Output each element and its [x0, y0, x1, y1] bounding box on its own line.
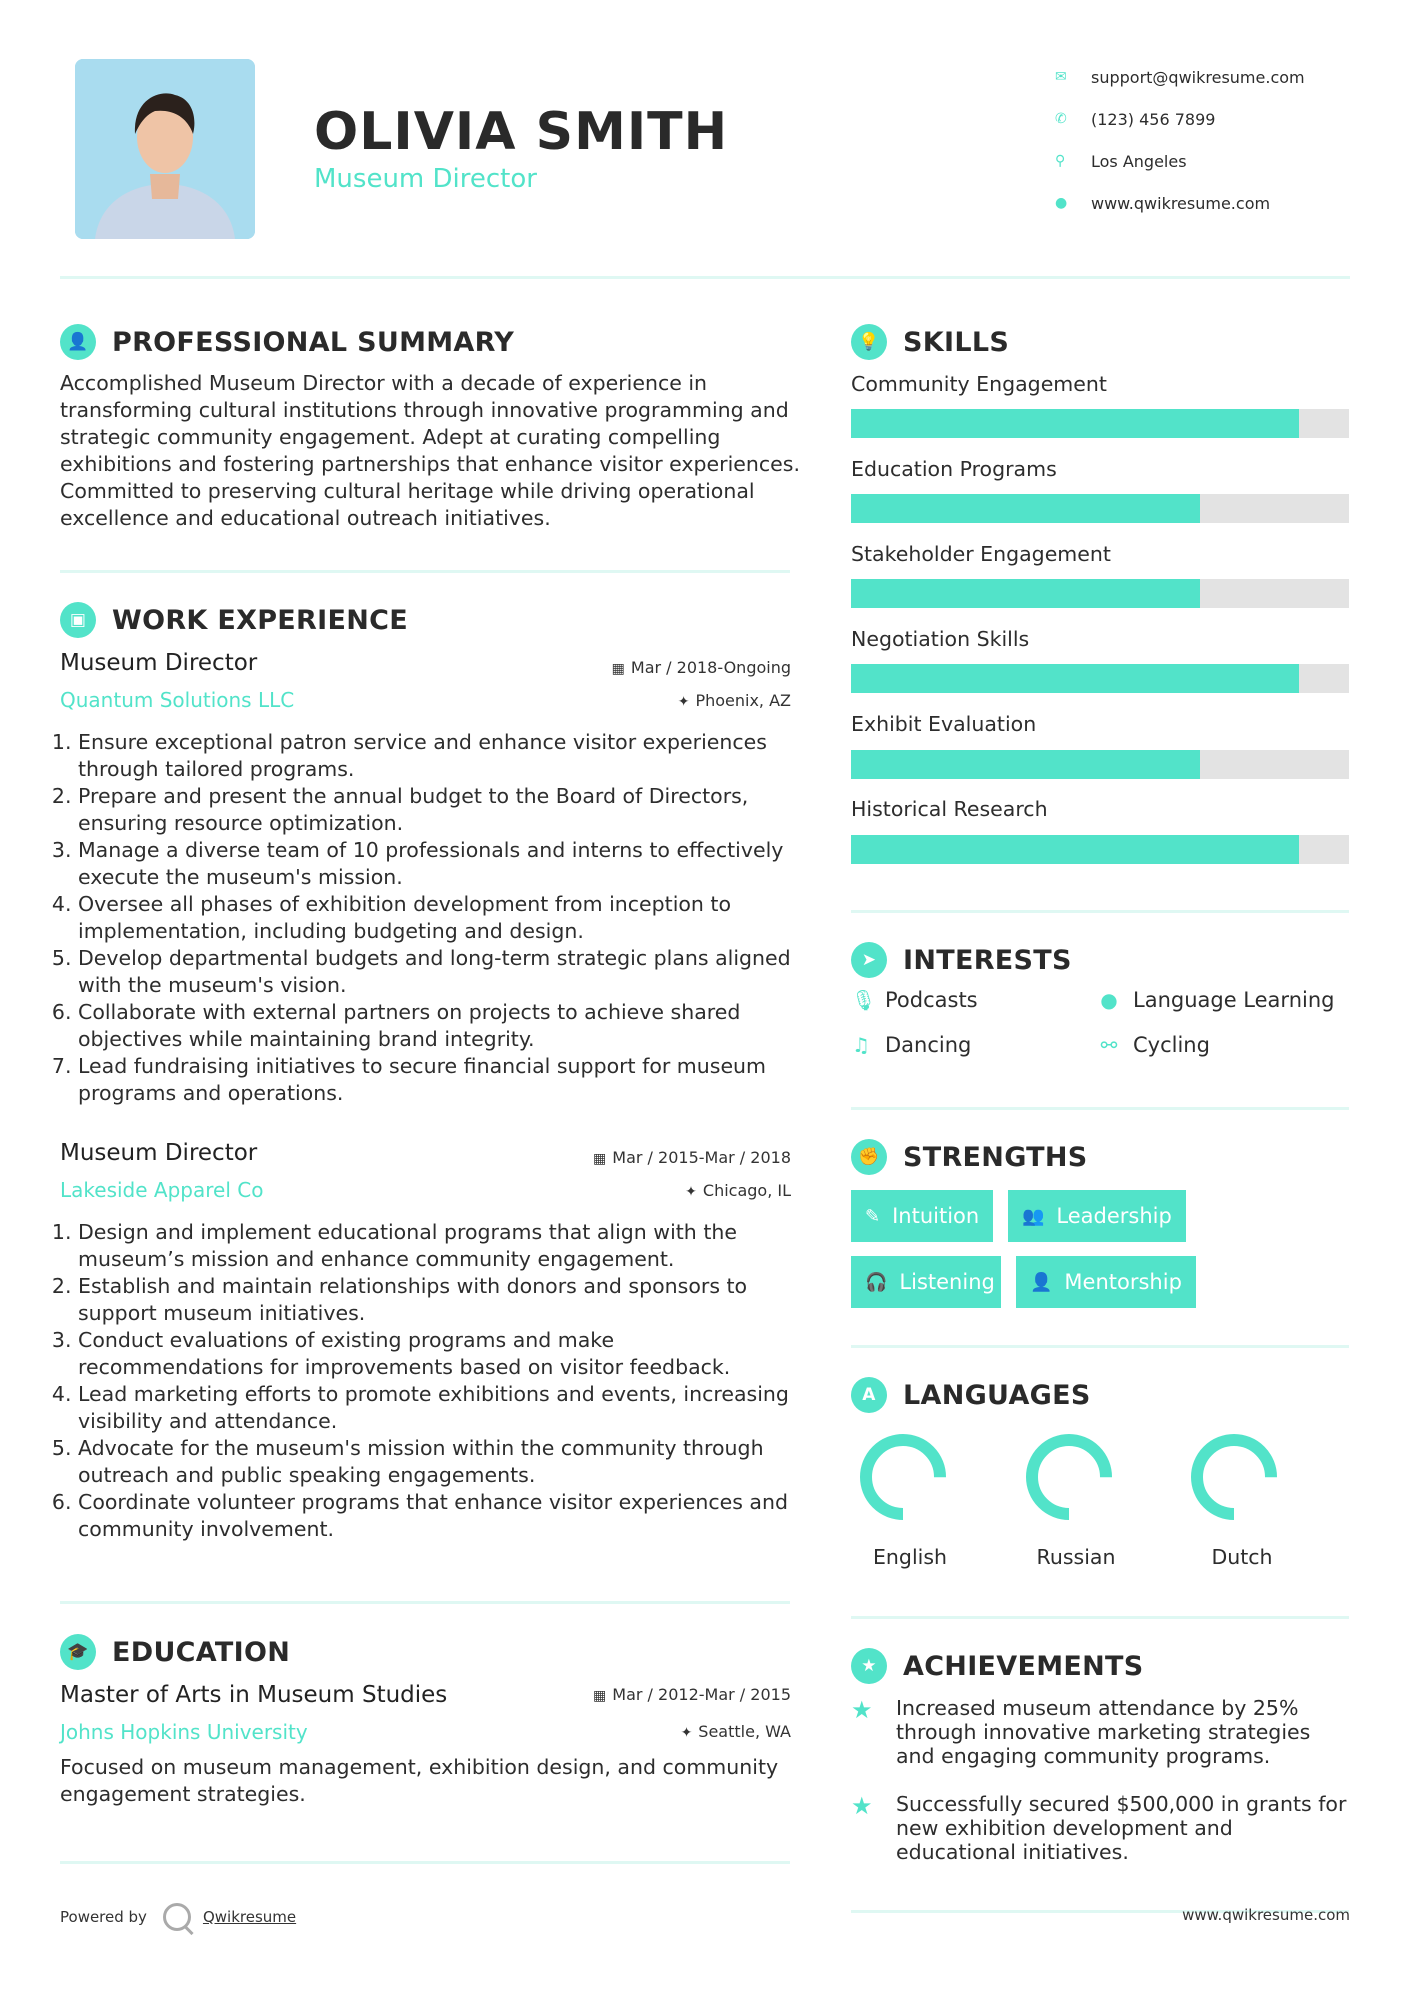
interest-item: ♫ Dancing	[852, 1033, 972, 1057]
list-item: 1. Design and implement educational programs that align with the museum’s mission and enhance community engagement.	[78, 1219, 795, 1273]
skill-bar	[851, 579, 1349, 608]
strengths-divider	[851, 1345, 1349, 1348]
user-plus-icon: 👤	[1030, 1271, 1053, 1293]
interest-item: ● Language Learning	[1100, 988, 1335, 1012]
footer-url[interactable]: www.qwikresume.com	[1182, 1906, 1350, 1924]
summary-text: Accomplished Museum Director with a decade of experience in transforming cultural institutions through innovative programming and strategic community engagement. Adept at curating compelling exhibitions and fostering partnerships that enhance visitor experiences. Committed to preserving cultural heritage while driving operational excellence and educational outreach initiatives.	[60, 371, 800, 530]
list-item: 1. Ensure exceptional patron service and enhance visitor experiences through tailored programs.	[78, 729, 795, 783]
job-dates: ▦ Mar / 2015-Mar / 2018	[593, 1148, 791, 1167]
skill-label: Community Engagement	[851, 372, 1107, 396]
language-icon: A	[851, 1377, 887, 1413]
strength-chip: 👥 Leadership	[1008, 1190, 1186, 1242]
achievement-item: ★ Successfully secured $500,000 in grants for new exhibition development and educational initiatives.	[851, 1792, 1347, 1864]
star-icon: ★	[851, 1696, 873, 1724]
interests-heading: ➤ INTERESTS	[851, 942, 1072, 978]
list-item: 2. Prepare and present the annual budget to the Board of Directors, ensuring resource optimization.	[78, 783, 795, 837]
skill-label: Stakeholder Engagement	[851, 542, 1111, 566]
strength-chip: 🎧 Listening	[851, 1256, 1001, 1308]
skills-heading: 💡 SKILLS	[851, 324, 1009, 360]
skill-label: Negotiation Skills	[851, 627, 1030, 651]
list-item: 4. Oversee all phases of exhibition development from inception to implementation, including budgeting and design.	[78, 891, 795, 945]
degree-title: Master of Arts in Museum Studies	[60, 1682, 448, 1708]
pin-icon: ✦	[680, 1725, 693, 1741]
language-ring-arc	[1197, 1440, 1271, 1514]
list-item: 3. Conduct evaluations of existing programs and make recommendations for improvements based on visitor feedback.	[78, 1327, 795, 1381]
skill-fill	[851, 409, 1299, 438]
job-location: ✦ Chicago, IL	[685, 1181, 791, 1200]
skill-bar	[851, 409, 1349, 438]
list-item: 5. Develop departmental budgets and long-term strategic plans aligned with the museum's vision.	[78, 945, 795, 999]
language-ring-arc	[1032, 1440, 1106, 1514]
skill-bar	[851, 750, 1349, 779]
achievements-heading: ★ ACHIEVEMENTS	[851, 1648, 1144, 1684]
graduation-icon: 🎓	[60, 1634, 96, 1670]
contact-list	[1055, 56, 1355, 224]
bicycle-icon: ⚯	[1100, 1033, 1118, 1057]
education-description: Focused on museum management, exhibition design, and community engagement strategies.	[60, 1755, 779, 1806]
list-item: 6. Collaborate with external partners on projects to achieve shared objectives while maintaining brand integrity.	[78, 999, 795, 1053]
list-item: 5. Advocate for the museum's mission within the community through outreach and public speaking engagements.	[78, 1435, 795, 1489]
contact-email[interactable]: ✉ support@qwikresume.com	[1055, 67, 1305, 87]
skill-label: Exhibit Evaluation	[851, 712, 1037, 736]
list-item: 4. Lead marketing efforts to promote exhibitions and events, increasing visibility and attendance.	[78, 1381, 795, 1435]
job-bullets	[60, 729, 795, 1107]
experience-divider	[60, 1601, 790, 1604]
job-bullets	[60, 1219, 795, 1543]
language-ring	[858, 1432, 948, 1522]
profile-photo	[75, 59, 255, 239]
location-icon: ⚲	[1055, 153, 1066, 169]
contact-website[interactable]: ● www.qwikresume.com	[1055, 193, 1271, 213]
strength-chip: 👤 Mentorship	[1016, 1256, 1196, 1308]
summary-divider	[60, 570, 790, 573]
lightbulb-icon: 💡	[851, 324, 887, 360]
interests-divider	[851, 1107, 1349, 1110]
skill-fill	[851, 750, 1200, 779]
user-icon: 👤	[60, 324, 96, 360]
languages-divider	[851, 1616, 1349, 1619]
star-icon: ★	[851, 1648, 887, 1684]
contact-phone[interactable]: ✆ (123) 456 7899	[1055, 109, 1216, 129]
language-ring	[1189, 1432, 1279, 1522]
header-divider	[60, 276, 1350, 279]
phone-icon: ✆	[1055, 111, 1067, 127]
job-title: Museum Director	[60, 650, 258, 676]
microphone-icon: 🎙	[851, 988, 877, 1012]
experience-heading: ▣ WORK EXPERIENCE	[60, 602, 408, 638]
language-label: English	[872, 1545, 948, 1569]
skill-label: Historical Research	[851, 797, 1048, 821]
qwikresume-logo-icon	[163, 1903, 191, 1931]
language-label: Russian	[1036, 1545, 1116, 1569]
skills-divider	[851, 910, 1349, 913]
achievement-item: ★ Increased museum attendance by 25% through innovative marketing strategies and engaging community programs.	[851, 1696, 1311, 1768]
users-icon: 👥	[1022, 1205, 1045, 1227]
skill-bar	[851, 664, 1349, 693]
footer-brand-link[interactable]: Qwikresume	[202, 1908, 297, 1926]
skill-bar	[851, 835, 1349, 864]
interest-item: 🎙 Podcasts	[851, 988, 978, 1012]
footer-powered-by: Powered by Qwikresume	[60, 1903, 296, 1931]
pin-icon: ✦	[685, 1184, 697, 1200]
skill-label: Education Programs	[851, 457, 1057, 481]
pin-icon: ✦	[677, 694, 690, 710]
music-icon: ♫	[852, 1033, 870, 1057]
school-name: Johns Hopkins University	[60, 1720, 308, 1744]
calendar-icon: ▦	[611, 661, 625, 677]
languages-heading: A LANGUAGES	[851, 1377, 1091, 1413]
language-label: Dutch	[1211, 1545, 1273, 1569]
skill-fill	[851, 835, 1299, 864]
briefcase-icon: ▣	[60, 602, 96, 638]
job-location: ✦ Phoenix, AZ	[677, 691, 791, 710]
job-company: Quantum Solutions LLC	[60, 688, 295, 712]
globe-icon: ●	[1055, 195, 1068, 211]
send-icon: ➤	[851, 942, 887, 978]
magic-wand-icon: ✎	[865, 1205, 881, 1227]
education-heading: 🎓 EDUCATION	[60, 1634, 290, 1670]
list-item: 2. Establish and maintain relationships with donors and sponsors to support museum initiatives.	[78, 1273, 795, 1327]
calendar-icon: ▦	[593, 1688, 607, 1704]
education-dates: ▦ Mar / 2012-Mar / 2015	[593, 1685, 791, 1704]
fist-icon: ✊	[851, 1139, 887, 1175]
list-item: 3. Manage a diverse team of 10 professionals and interns to effectively execute the museum's mission.	[78, 837, 795, 891]
skill-fill	[851, 494, 1200, 523]
interest-item: ⚯ Cycling	[1100, 1033, 1210, 1057]
education-location: ✦ Seattle, WA	[680, 1722, 791, 1741]
job-dates: ▦ Mar / 2018-Ongoing	[611, 658, 791, 677]
star-icon: ★	[851, 1792, 873, 1820]
skill-bar	[851, 494, 1349, 523]
calendar-icon: ▦	[593, 1151, 607, 1167]
list-item: 6. Coordinate volunteer programs that enhance visitor experiences and community involvement.	[78, 1489, 795, 1543]
skill-fill	[851, 664, 1299, 693]
mail-icon: ✉	[1055, 69, 1067, 85]
headphones-icon: 🎧	[865, 1271, 888, 1293]
skill-fill	[851, 579, 1200, 608]
language-ring-arc	[866, 1440, 940, 1514]
contact-location: ⚲ Los Angeles	[1055, 151, 1187, 171]
list-item: 7. Lead fundraising initiatives to secure financial support for museum programs and operations.	[78, 1053, 795, 1107]
globe-icon: ●	[1100, 988, 1118, 1012]
education-divider	[60, 1861, 790, 1864]
job-title: Museum Director	[60, 1140, 258, 1166]
candidate-name: OLIVIA SMITH	[314, 102, 729, 162]
strength-chip: ✎ Intuition	[851, 1190, 993, 1242]
strengths-heading: ✊ STRENGTHS	[851, 1139, 1088, 1175]
job-company: Lakeside Apparel Co	[60, 1178, 264, 1202]
language-ring	[1024, 1432, 1114, 1522]
candidate-role: Museum Director	[314, 164, 537, 194]
summary-heading: 👤 PROFESSIONAL SUMMARY	[60, 324, 514, 360]
